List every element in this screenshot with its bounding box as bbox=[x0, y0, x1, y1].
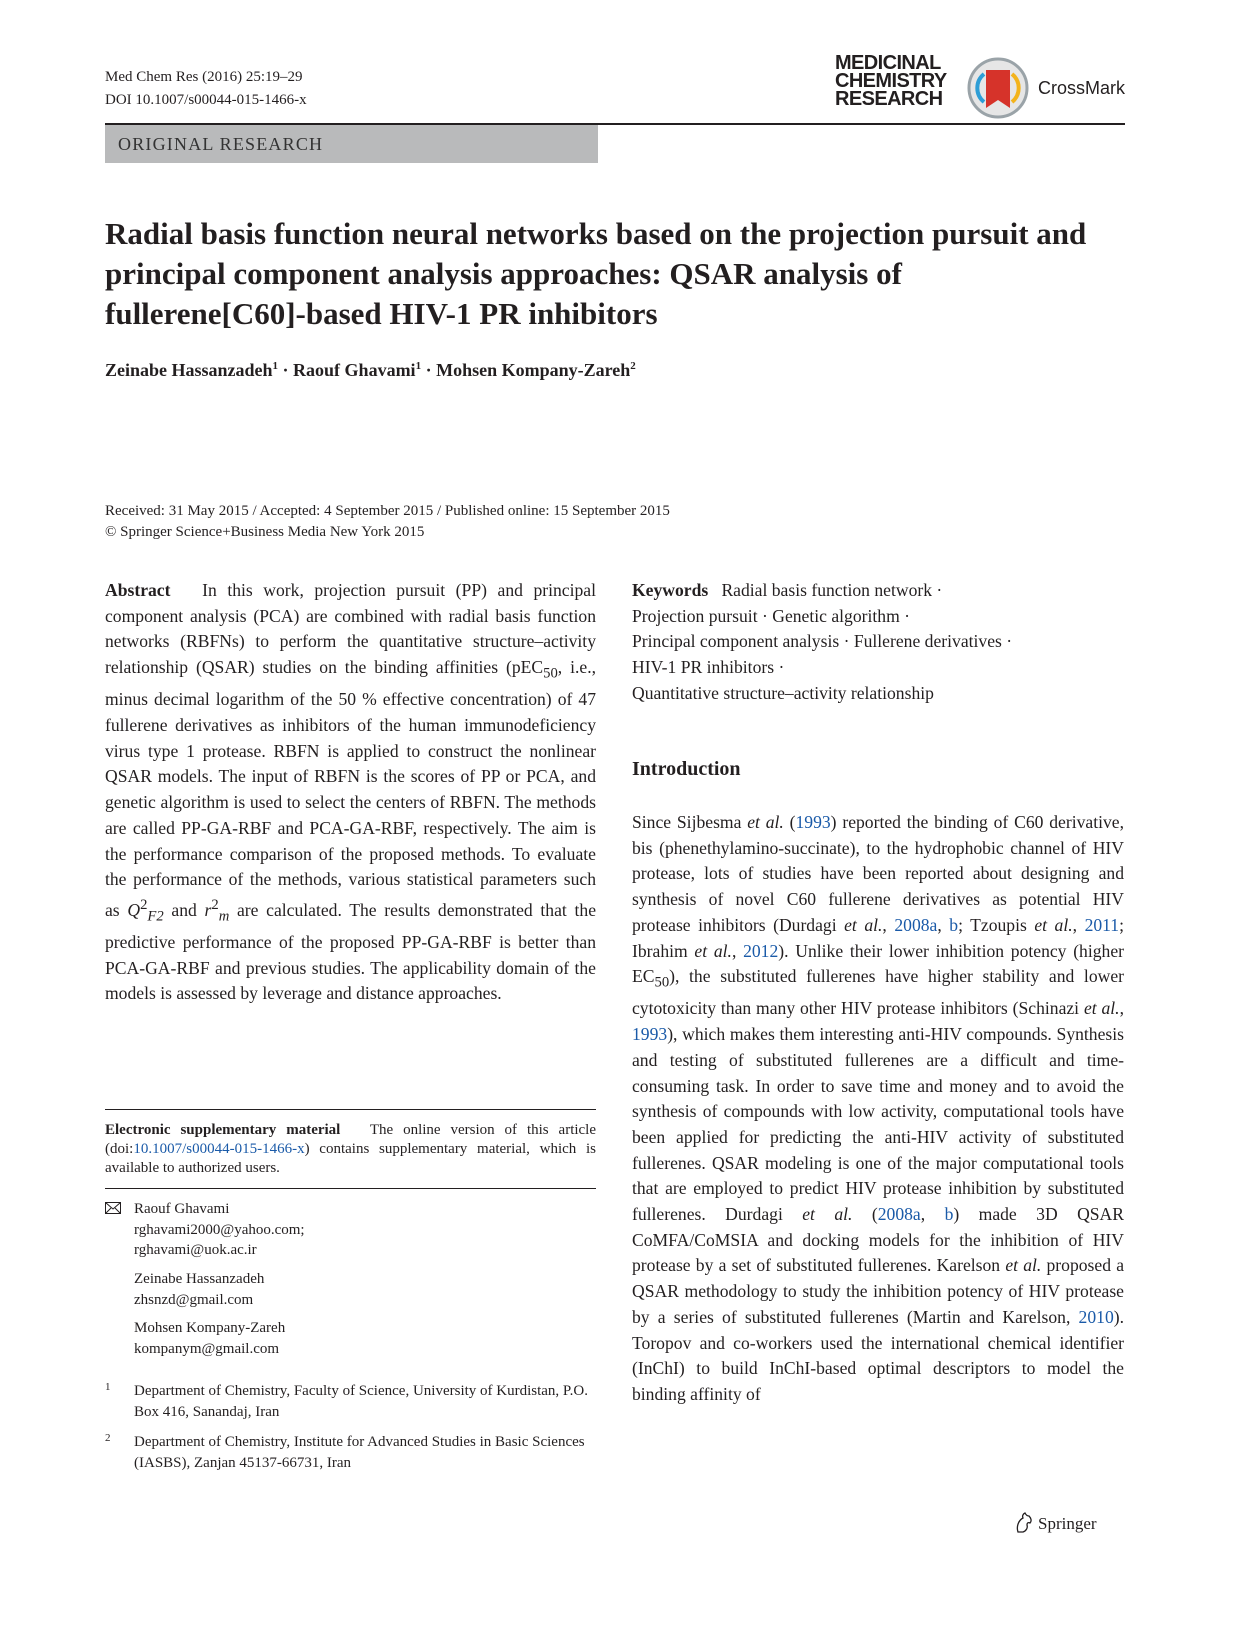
article-type-bar bbox=[105, 125, 598, 163]
footnote-rule bbox=[105, 1109, 596, 1110]
citation-link[interactable]: 2008a bbox=[894, 914, 938, 935]
springer-horse-icon bbox=[1014, 1512, 1034, 1534]
footnote-rule bbox=[105, 1188, 596, 1189]
contact-name: Zeinabe Hassanzadeh bbox=[134, 1271, 265, 1287]
author-list: Zeinabe Hassanzadeh$^1$ · Raouf Ghavami$^1$ · Mohsen Kompany-Zareh$^2$ bbox=[105, 360, 636, 380]
citation-link[interactable]: 2010 bbox=[1078, 1306, 1114, 1327]
copyright-line: © Springer Science+Business Media New York 2015 bbox=[105, 524, 425, 540]
contact-email[interactable]: zhsnzd@gmail.com bbox=[134, 1291, 254, 1308]
superscript: 2 bbox=[140, 896, 148, 913]
author-name[interactable]: Mohsen Kompany-Zareh bbox=[436, 360, 631, 380]
citation-link[interactable]: 2012 bbox=[743, 940, 779, 961]
citation: Med Chem Res (2016) 25:19–29 bbox=[105, 69, 303, 85]
contact-email[interactable]: rghavami@uok.ac.ir bbox=[134, 1242, 257, 1258]
abstract-text: and bbox=[163, 899, 205, 920]
affiliation-text: Department of Chemistry, Faculty of Science, University of Kurdistan, P.O. Box 416, Sanandaj, Iran bbox=[134, 1383, 588, 1420]
citation-link[interactable]: 1993 bbox=[632, 1024, 668, 1045]
logo-line-3: RESEARCH bbox=[835, 88, 943, 110]
contact-email[interactable]: kompanym@gmail.com bbox=[134, 1340, 280, 1357]
keyword: Quantitative structure–activity relationship bbox=[632, 682, 934, 703]
keywords-label: Keywords bbox=[632, 580, 709, 600]
keyword: Principal component analysis · Fullerene derivatives · bbox=[632, 631, 1013, 652]
doi: DOI 10.1007/s00044-015-1466-x bbox=[105, 92, 307, 108]
subscript: F2 bbox=[147, 908, 164, 925]
abstract-text: , i.e., minus decimal logarithm of the 50 % effective concentration) of 47 fullerene derivatives as inhibitors of the human immunodeficiency virus type 1 protease. RBFN is applied to construct the nonlinear QSAR models. The input of RBFN is the scores of PP or PCA, and genetic algorithm is used to select the centers of RBFN. The methods are called PP-GA-RBF and PCA-GA-RBF, respectively. The aim is the performance comparison of the proposed methods. To evaluate the performance of the methods, various statistical parameters such as bbox=[105, 657, 596, 920]
author-affiliation-mark: 1 bbox=[272, 360, 279, 372]
contact-name: Mohsen Kompany-Zareh bbox=[134, 1320, 286, 1336]
keyword: Projection pursuit · Genetic algorithm · bbox=[632, 605, 911, 626]
abstract-text: are calculated. The results demonstrated that the predictive performance of the proposed PP-GA-RBF is better than PCA-GA-RBF and previous studies. The applicability domain of the models is assessed by leverage and distance approaches. bbox=[105, 899, 596, 1004]
logo-line-2: CHEMISTRY bbox=[835, 70, 947, 92]
citation-link[interactable]: b bbox=[949, 914, 959, 935]
paper-title: Radial basis function neural networks based on the projection pursuit and principal component analysis approaches: QSAR analysis of fullerene[C60]-based HIV-1 PR inhibitors bbox=[105, 216, 1087, 331]
abstract bbox=[105, 578, 596, 1007]
subscript: 50 bbox=[543, 665, 558, 682]
keywords bbox=[632, 578, 1124, 707]
esm-label: Electronic supplementary material bbox=[105, 1122, 341, 1138]
author-name[interactable]: Raouf Ghavami bbox=[293, 360, 416, 380]
citation-link[interactable]: b bbox=[944, 1204, 954, 1225]
doi-link[interactable]: 10.1007/s00044-015-1466-x bbox=[133, 1141, 305, 1157]
contact-item bbox=[134, 1269, 264, 1310]
envelope-icon bbox=[105, 1202, 121, 1214]
citation-link[interactable]: 2008a bbox=[877, 1204, 921, 1225]
dates-line: Received: 31 May 2015 / Accepted: 4 September 2015 / Published online: 15 September 2015 bbox=[105, 503, 670, 519]
section-heading-introduction: Introduction bbox=[632, 758, 741, 780]
logo-line-1: MEDICINAL bbox=[835, 52, 941, 74]
superscript: 2 bbox=[211, 896, 219, 913]
keyword: Radial basis function network · bbox=[721, 580, 943, 600]
esm-text: The online version of this article (doi: bbox=[105, 1122, 597, 1157]
crossmark-icon[interactable] bbox=[966, 56, 1030, 120]
publisher-footer: Springer bbox=[1038, 1514, 1097, 1533]
math-symbol: Q bbox=[127, 899, 141, 920]
article-type: ORIGINAL RESEARCH bbox=[118, 134, 324, 154]
citation-link[interactable]: 1993 bbox=[795, 812, 831, 832]
affiliation-number: 1 bbox=[105, 1381, 111, 1393]
contact-email[interactable]: rghavami2000@yahoo.com; bbox=[134, 1221, 305, 1238]
contact-name: Raouf Ghavami bbox=[134, 1201, 230, 1217]
publication-dates bbox=[105, 501, 670, 543]
affiliation-text: Department of Chemistry, Institute for Advanced Studies in Basic Sciences (IASBS), Zanjan 45137-66731, Iran bbox=[134, 1434, 585, 1471]
journal-logo bbox=[835, 54, 960, 108]
introduction-text: Since Sijbesma et al. (1993) reported the binding of C60 derivative, bis (phenethylamino-succinate), to the hydrophobic channel of HIV protease, lots of studies have been reported about designing and synthesis of novel C60 fullerene derivatives as potential HIV protease inhibitors (Durdagi et al., 2008a, b; Tzoupis et al., 2011; Ibrahim et al., 2012). Unlike their lower inhibition potency (higher $EC_{50}$), the substituted fullerenes have higher stability and lower cytotoxicity than many other HIV protease inhibitors (Schinazi et al., 1993), which makes them interesting anti-HIV compounds. Synthesis and testing of substituted fullerenes are a difficult and time-consuming task. In order to save time and money and to avoid the synthesis of compounds with low activity, computational tools have been applied for predicting the anti-HIV activity of substituted fullerenes. QSAR modeling is one of the major computational tools that are employed to predict HIV protease inhibition by substituted fullerenes. Durdagi et al. (2008a, b) made 3D QSAR CoMFA/CoMSIA and docking models for the inhibition of HIV protease by a set of substituted fullerenes. Karelson et al. proposed a QSAR methodology to study the inhibition potency of HIV protease by a series of substituted fullerenes (Martin and Karelson, 2010). Toropov and co-workers used the international chemical identifier (InChI) to build InChI-based optimal descriptors to model the binding affinity of bbox=[632, 812, 1125, 1404]
author-name[interactable]: Zeinabe Hassanzadeh bbox=[105, 360, 273, 380]
subscript: m bbox=[218, 908, 230, 925]
author-affiliation-mark: 1 bbox=[415, 360, 422, 372]
contact-item bbox=[134, 1199, 305, 1261]
esm-text: ) contains supplementary material, which is available to authorized users. bbox=[105, 1141, 596, 1176]
math-symbol: r bbox=[204, 899, 212, 920]
crossmark-label[interactable]: CrossMark bbox=[1038, 78, 1126, 98]
affiliation-number: 2 bbox=[105, 1432, 111, 1444]
abstract-text: In this work, projection pursuit (PP) and principal component analysis (PCA) are combined with radial basis function networks (RBFNs) to perform the quantitative structure–activity relationship (QSAR) studies on the binding affinities (pEC bbox=[105, 580, 596, 678]
author-affiliation-mark: 2 bbox=[630, 360, 636, 372]
supplementary-note bbox=[105, 1121, 596, 1178]
contact-item bbox=[134, 1318, 285, 1359]
journal-info bbox=[105, 66, 307, 112]
keyword: HIV-1 PR inhibitors · bbox=[632, 657, 785, 678]
abstract-label: Abstract bbox=[105, 580, 171, 600]
citation-link[interactable]: 2011 bbox=[1084, 914, 1120, 935]
